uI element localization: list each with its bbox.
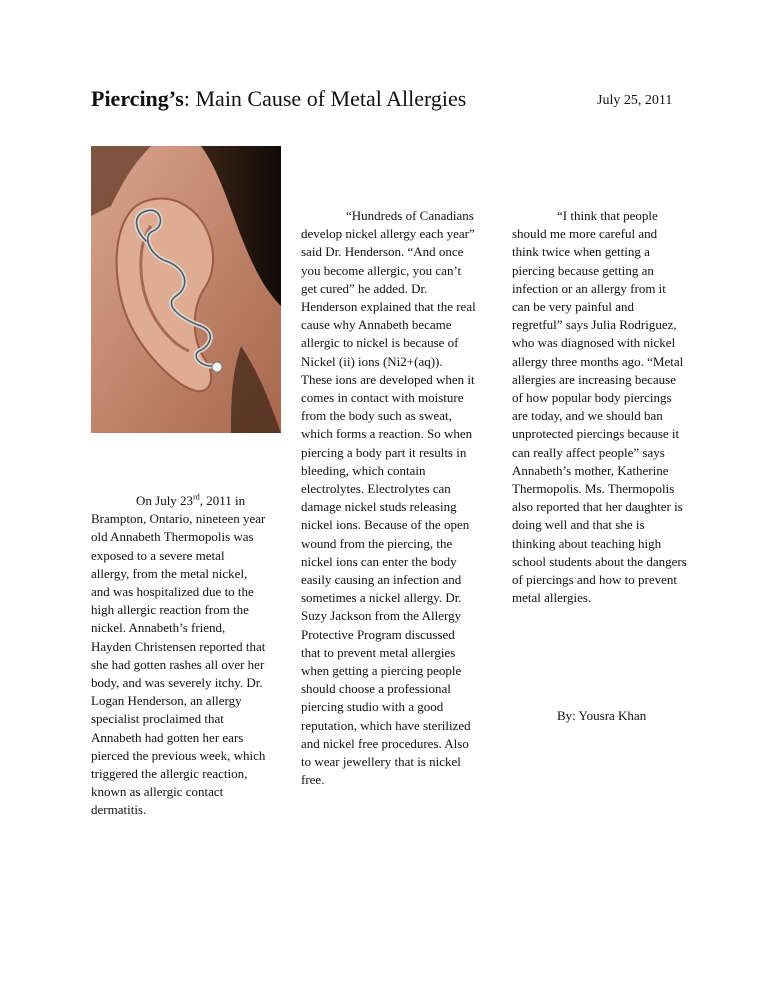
ear-cuff-illustration (91, 146, 281, 433)
article-title-rest: : Main Cause of Metal Allergies (183, 86, 467, 111)
column-3-paragraph: “I think that people should me more careful and think twice when getting a piercing because getting an infection or an allergy from it can be very painful and regretful” says Julia Rodriguez, who was diagnosed with nickel allergy three months ago. “Metal allergies are increasing because of how popular body piercings are today, and we should ban unprotected piercings because it can really affect people” says Annabeth’s mother, Katherine Thermopolis. Ms. Thermopolis also reported that her daughter is doing well and that she is thinking about teaching high school students about the dangers of piercings and how to prevent metal allergies. (512, 208, 687, 606)
column-1-paragraph (91, 492, 266, 820)
article-title-bold: Piercing’s (91, 86, 184, 111)
author-byline: By: Yousra Khan (557, 708, 647, 723)
column-2-paragraph: “Hundreds of Canadians develop nickel allergy each year” said Dr. Henderson. “And once you become allergic, you can’t get cured” he added. Dr. Henderson explained that the real cause why Annabeth became allergic to nickel is because of Nickel (ii) ions (Ni2+(aq)). These ions are developed when it comes in contact with moisture from the body such as sweat, which forms a reaction. So when piercing a body part it results in bleeding, which contain electrolytes. Electrolytes can damage nickel studs releasing nickel ions. Because of the open wound from the piercing, the nickel ions can enter the body easily causing an infection and sometimes a nickel allergy. Dr. Suzy Jackson from the Allergy Protective Program discussed that to prevent metal allergies when getting a piercing people should choose a professional piercing studio with a good reputation, which have sterilized and nickel free procedures. Also to wear jewellery that is nickel free. (301, 208, 476, 788)
article-date: July 25, 2011 (597, 93, 673, 108)
date-ordinal-suffix: rd (193, 492, 200, 502)
column-1-text: , 2011 in Brampton, Ontario, nineteen year old Annabeth Thermopolis was exposed to a severe metal allergy, from the metal nickel, and was hospitalized due to the high allergic reaction from the nickel. Annabeth’s friend, Hayden Christensen reported that she had gotten rashes all over her body, and was severely itchy. Dr. Logan Henderson, an allergy specialist proclaimed that Annabeth had gotten her ears pierced the previous week, which triggered the allergic reaction, known as allergic contact dermatitis. (91, 493, 266, 818)
article-column-2 (301, 207, 476, 790)
article-column-3 (512, 207, 687, 607)
column-1-lead: On July 23 (136, 493, 194, 508)
ear-cuff-photo (91, 146, 281, 433)
article-column-1 (91, 492, 266, 820)
article-title (91, 86, 466, 112)
